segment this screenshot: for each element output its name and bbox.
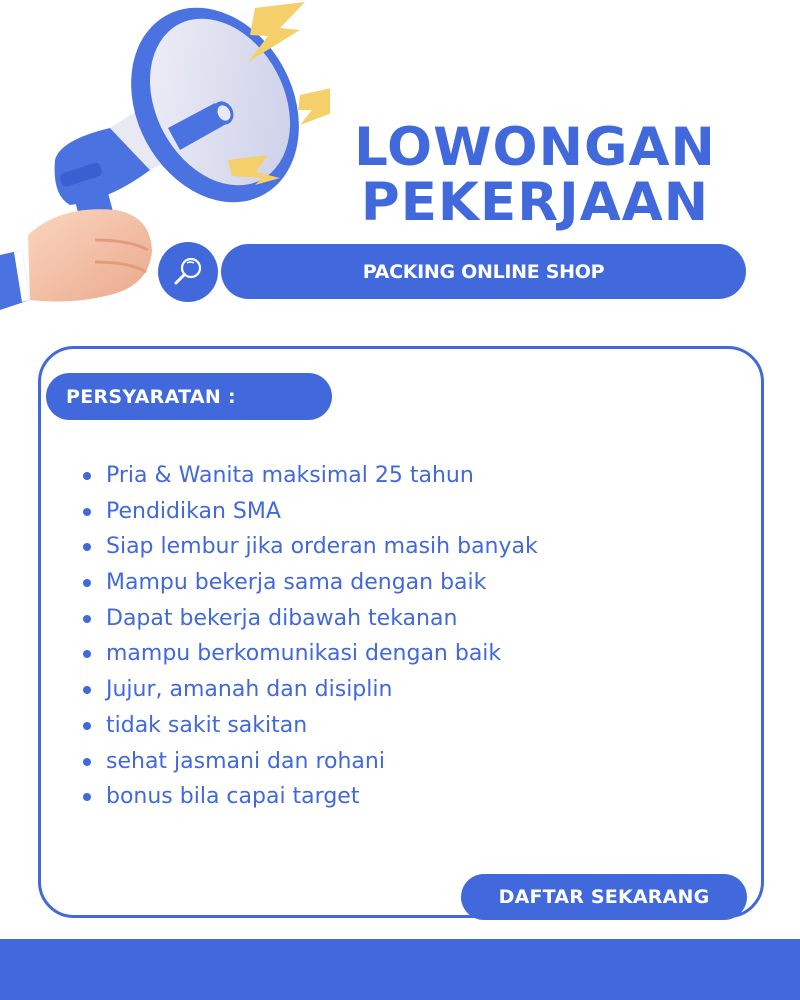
title-line-2: PEKERJAAN xyxy=(360,172,710,233)
list-item: Pendidikan SMA xyxy=(80,494,538,530)
bullet-icon xyxy=(83,579,91,587)
bullet-icon xyxy=(83,722,91,730)
title-line-1: LOWONGAN xyxy=(354,117,716,178)
list-item: sehat jasmani dan rohani xyxy=(80,744,538,780)
list-item: Mampu bekerja sama dengan baik xyxy=(80,565,538,601)
list-item: Dapat bekerja dibawah tekanan xyxy=(80,601,538,637)
bullet-icon xyxy=(83,686,91,694)
bullet-icon xyxy=(83,615,91,623)
footer-band xyxy=(0,939,800,1000)
search-icon xyxy=(170,254,206,290)
bullet-icon xyxy=(83,472,91,480)
bullet-icon xyxy=(83,508,91,516)
requirements-heading: PERSYARATAN : xyxy=(46,373,332,420)
bullet-icon xyxy=(83,543,91,551)
list-item: Jujur, amanah dan disiplin xyxy=(80,672,538,708)
list-item: Siap lembur jika orderan masih banyak xyxy=(80,529,538,565)
list-item: mampu berkomunikasi dengan baik xyxy=(80,636,538,672)
bullet-icon xyxy=(83,758,91,766)
bullet-icon xyxy=(83,650,91,658)
list-item: tidak sakit sakitan xyxy=(80,708,538,744)
position-banner: PACKING ONLINE SHOP xyxy=(221,244,746,299)
bullet-icon xyxy=(83,793,91,801)
register-now-button[interactable]: DAFTAR SEKARANG xyxy=(461,874,747,920)
list-item: Pria & Wanita maksimal 25 tahun xyxy=(80,458,538,494)
requirements-list xyxy=(80,458,538,815)
list-item: bonus bila capai target xyxy=(80,779,538,815)
search-badge xyxy=(158,242,218,302)
